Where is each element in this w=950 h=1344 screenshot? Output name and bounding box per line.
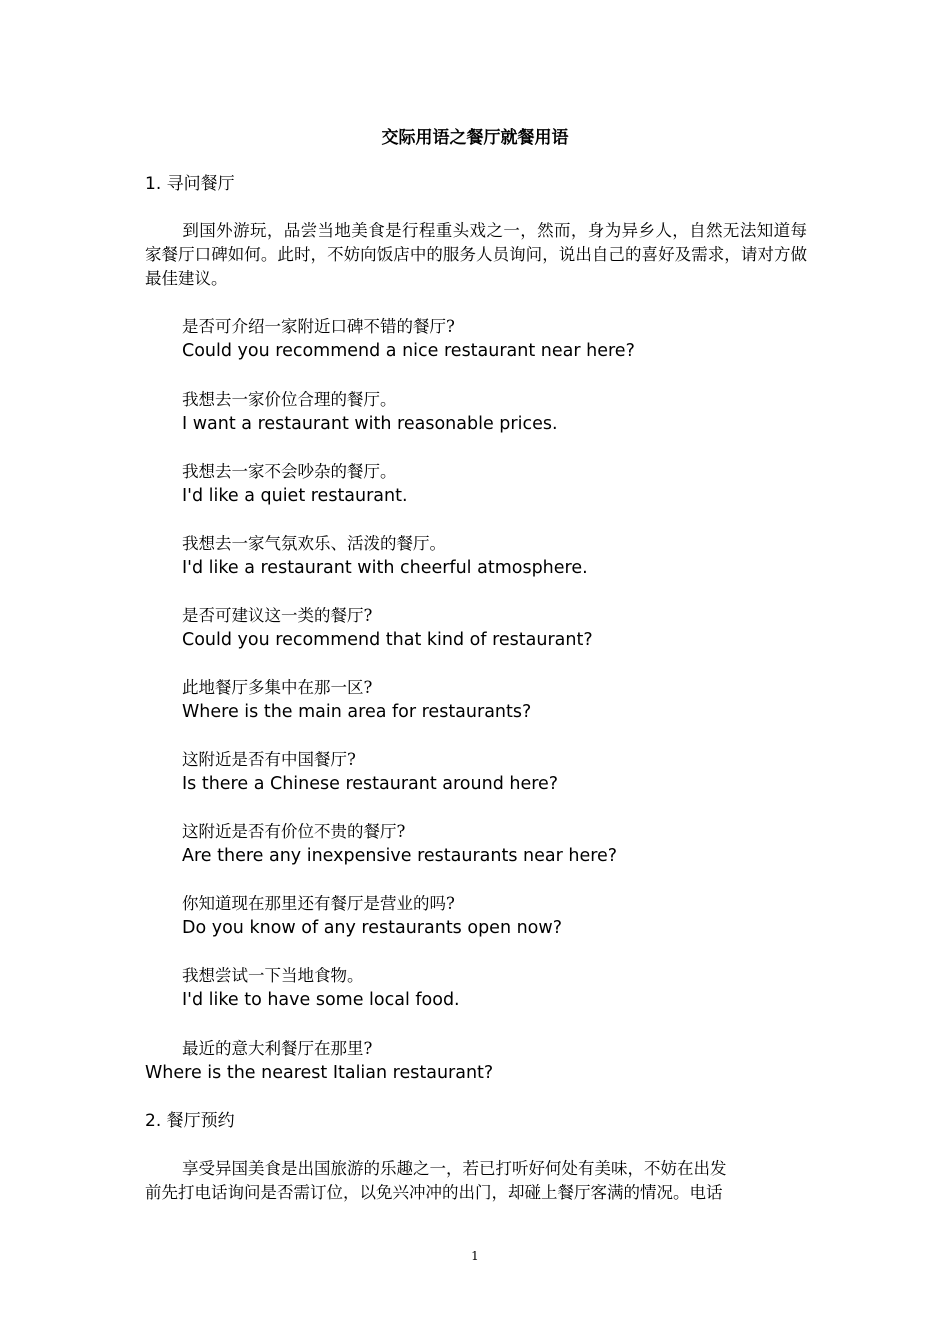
section-2-intro	[145, 1157, 807, 1205]
phrase-chinese: 你知道现在那里还有餐厅是营业的吗?	[182, 894, 455, 913]
phrase-item	[145, 1037, 832, 1085]
section-heading-2: 2. 餐厅预约	[145, 1111, 235, 1131]
phrase-english: I'd like to have some local food.	[182, 990, 460, 1010]
section-2-intro-text-1: 享受异国美食是出国旅游的乐趣之一，若已打听好何处有美味，不妨在出发	[182, 1159, 727, 1178]
section-1-intro	[145, 219, 807, 291]
phrase-chinese: 这附近是否有价位不贵的餐厅?	[182, 822, 406, 841]
section-2-intro-line: 前先打电话询问是否需订位，以免兴冲冲的出门，却碰上餐厅客满的情况。电话	[145, 1183, 723, 1202]
phrase-chinese: 最近的意大利餐厅在那里?	[182, 1039, 373, 1058]
document-title: 交际用语之餐厅就餐用语	[381, 128, 569, 148]
phrase-chinese: 我想尝试一下当地食物。	[182, 966, 364, 985]
phrase-chinese: 我想去一家不会吵杂的餐厅。	[182, 462, 397, 481]
phrase-item	[182, 964, 832, 1012]
phrase-english: Where is the main area for restaurants?	[182, 702, 532, 722]
phrase-english: I'd like a quiet restaurant.	[182, 486, 408, 506]
phrase-english: I want a restaurant with reasonable prices.	[182, 414, 558, 434]
phrase-chinese: 此地餐厅多集中在那一区?	[182, 678, 373, 697]
phrase-english: I'd like a restaurant with cheerful atmosphere.	[182, 558, 588, 578]
section-heading-1: 1. 寻问餐厅	[145, 174, 235, 194]
phrase-chinese: 是否可介绍一家附近口碑不错的餐厅?	[182, 317, 455, 336]
phrase-chinese: 我想去一家价位合理的餐厅。	[182, 390, 397, 409]
section-2-intro-line	[145, 1157, 807, 1181]
phrase-english: Is there a Chinese restaurant around here?	[182, 774, 559, 794]
phrase-english: Do you know of any restaurants open now?	[182, 918, 562, 938]
phrase-item	[182, 388, 832, 436]
phrase-chinese: 我想去一家气氛欢乐、活泼的餐厅。	[182, 534, 446, 553]
phrase-english: Where is the nearest Italian restaurant?	[145, 1063, 494, 1083]
phrase-english: Are there any inexpensive restaurants near here?	[182, 846, 618, 866]
page-number: 1	[471, 1249, 479, 1263]
phrase-english: Could you recommend that kind of restaurant?	[182, 630, 593, 650]
phrase-chinese: 是否可建议这一类的餐厅?	[182, 606, 373, 625]
phrase-item	[182, 748, 832, 796]
phrase-item	[182, 532, 832, 580]
phrase-item	[182, 820, 832, 868]
phrase-item	[182, 604, 832, 652]
phrase-item	[182, 892, 832, 940]
section-1-intro-text: 到国外游玩，品尝当地美食是行程重头戏之一，然而，身为异乡人，自然无法知道每家餐厅口碑如何。此时，不妨向饭店中的服务人员询问，说出自己的喜好及需求，请对方做最佳建议。	[145, 221, 807, 288]
phrase-english: Could you recommend a nice restaurant near here?	[182, 341, 635, 361]
phrase-chinese: 这附近是否有中国餐厅?	[182, 750, 356, 769]
phrase-item	[182, 676, 832, 724]
phrase-item	[182, 315, 832, 363]
phrase-item	[182, 460, 832, 508]
